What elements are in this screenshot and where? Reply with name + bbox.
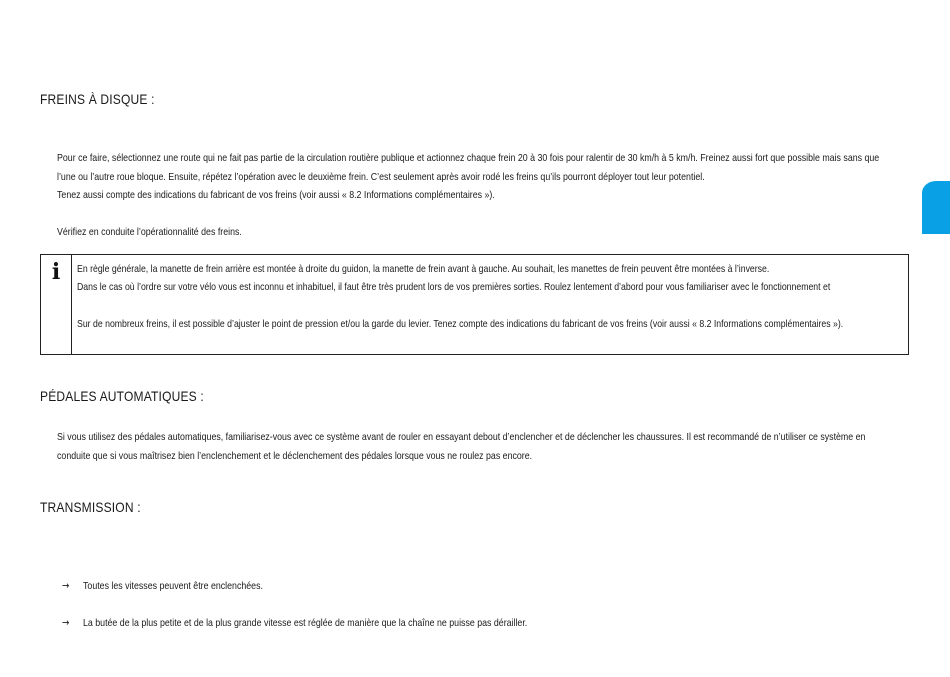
section-heading-transmission: TRANSMISSION :: [40, 499, 141, 515]
arrow-right-icon: →: [62, 617, 70, 629]
info-notice-box: [40, 254, 909, 355]
info-line-lever-position: En règle générale, la manette de frein arrière est montée à droite du guidon, la manette de frein avant à gauche. Au souhait, les manettes de frein peuvent être montées à l’inverse.: [77, 263, 770, 275]
chapter-tab: [922, 181, 950, 234]
brakes-paragraph-manufacturer: Tenez aussi compte des indications du fabricant de vos freins (voir aussi « 8.2 Informations complémentaires »).: [57, 189, 495, 201]
pedals-paragraph: Si vous utilisez des pédales automatiques, familiarisez-vous avec ce système avant de rouler en essayant debout d’enclencher et de déclencher les chaussures. Il est recommandé de n’utiliser ce système en conduite que si vous maîtrisez bien l’enclenchement et le déclenchement des pédales lorsque vous ne roulez pas encore.: [57, 431, 866, 462]
transmission-bullet: [62, 616, 527, 630]
info-divider: [71, 255, 72, 354]
info-line-caution: Dans le cas où l’ordre sur votre vélo vous est inconnu et inhabituel, il faut être très prudent lors de vos premières sorties. Roulez lentement d’abord pour vous familiariser avec le fonctionnement et: [77, 280, 831, 293]
brakes-paragraph-check: Vérifiez en conduite l’opérationnalité des freins.: [57, 226, 242, 238]
info-line-adjustment: Sur de nombreux freins, il est possible d’ajuster le point de pression et/ou la garde du levier. Tenez compte des indications du fabricant de vos freins (voir aussi « 8.2 Informations complémentaires »).: [77, 318, 844, 330]
info-text: [77, 261, 907, 334]
transmission-bullet: [62, 579, 263, 593]
section-heading-disc-brakes: FREINS À DISQUE :: [40, 91, 155, 107]
bullet-text: Toutes les vitesses peuvent être enclenchées.: [83, 580, 263, 592]
section-heading-clipless-pedals: PÉDALES AUTOMATIQUES :: [40, 388, 204, 404]
bullet-text: La butée de la plus petite et de la plus grande vitesse est réglée de manière que la chaîne ne puisse pas dérailler.: [83, 617, 528, 629]
brakes-paragraph-bedding: Pour ce faire, sélectionnez une route qui ne fait pas partie de la circulation routière publique et actionnez chaque frein 20 à 30 fois pour ralentir de 30 km/h à 5 km/h. Freinez aussi fort que possible mais sans que l’une ou l’autre roue bloque. Ensuite, répétez l’opération avec le deuxième frein. C’est seulement après avoir rodé les freins qu’ils pourront déployer tout leur potentiel.: [57, 152, 880, 183]
arrow-right-icon: →: [62, 580, 70, 592]
info-icon: i: [51, 259, 61, 285]
